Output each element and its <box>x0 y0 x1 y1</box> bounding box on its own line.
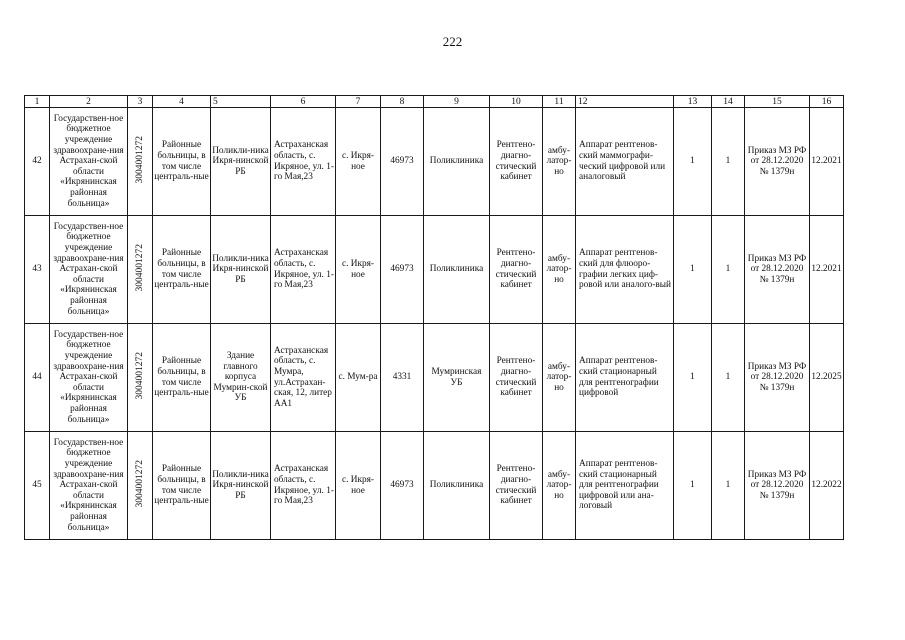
room-cell: Рентгено-диагно-стический кабинет <box>490 324 543 432</box>
column-header: 11 <box>543 96 576 108</box>
facility-type-cell: Районные больницы, в том числе централь-ные <box>153 432 211 540</box>
date-cell: 12.2021 <box>810 108 844 216</box>
organization-code-cell <box>128 216 153 324</box>
organization-cell: Государствен-ное бюджетное учреждение здравоохране-ния Астрахан-ской области «Икрянинская районная больница» <box>50 108 128 216</box>
column-header: 8 <box>381 96 424 108</box>
date-cell: 12.2022 <box>810 432 844 540</box>
row-number-cell: 45 <box>25 432 50 540</box>
address-cell: Астраханская область, с. Мумра, ул.Астрахан-ская, 12, литер АА1 <box>271 324 336 432</box>
table-row <box>25 324 844 432</box>
column-header: 4 <box>153 96 211 108</box>
organization-code-cell <box>128 324 153 432</box>
column-header: 15 <box>745 96 810 108</box>
column-header: 5 <box>211 96 271 108</box>
column-number-header-row <box>25 96 844 108</box>
facility-cell: Мумринская УБ <box>424 324 490 432</box>
equipment-cell: Аппарат рентгенов-ский для флюоро-графии легких циф-ровой или аналого-вый <box>576 216 674 324</box>
care-mode-cell: амбу-латор-но <box>543 108 576 216</box>
order-cell: Приказ МЗ РФ от 28.12.2020 № 1379н <box>745 324 810 432</box>
organization-code-text: 3004001272 <box>135 135 145 184</box>
column-header: 1 <box>25 96 50 108</box>
column-header: 13 <box>674 96 712 108</box>
room-cell: Рентгено-диагно-стический кабинет <box>490 108 543 216</box>
organization-code-cell <box>128 432 153 540</box>
order-cell: Приказ МЗ РФ от 28.12.2020 № 1379н <box>745 432 810 540</box>
care-mode-cell: амбу-латор-но <box>543 216 576 324</box>
column-header: 7 <box>336 96 381 108</box>
facility-cell: Поликлиника <box>424 216 490 324</box>
equipment-cell: Аппарат рентгенов-ский стационарный для рентгенографии цифровой или ана-логовый <box>576 432 674 540</box>
address-cell: Астраханская область, с. Икряное, ул. 1-го Мая,23 <box>271 432 336 540</box>
organization-code-text: 3004001272 <box>135 351 145 400</box>
locality-cell: с. Икря-ное <box>336 216 381 324</box>
index-cell: 46973 <box>381 108 424 216</box>
date-cell: 12.2021 <box>810 216 844 324</box>
care-mode-cell: амбу-латор-но <box>543 324 576 432</box>
column-header: 14 <box>712 96 745 108</box>
index-cell: 46973 <box>381 216 424 324</box>
equipment-cell: Аппарат рентгенов-ский стационарный для рентгенографии цифровой <box>576 324 674 432</box>
table-row <box>25 216 844 324</box>
row-number-cell: 42 <box>25 108 50 216</box>
quantity-cell: 1 <box>674 324 712 432</box>
row-number-cell: 44 <box>25 324 50 432</box>
unit-cell: Поликли-ника Икря-нинской РБ <box>211 108 271 216</box>
column-header: 9 <box>424 96 490 108</box>
column-header: 3 <box>128 96 153 108</box>
index-cell: 4331 <box>381 324 424 432</box>
locality-cell: с. Икря-ное <box>336 432 381 540</box>
organization-cell: Государствен-ное бюджетное учреждение здравоохране-ния Астрахан-ской области «Икрянинская районная больница» <box>50 432 128 540</box>
date-cell: 12.2025 <box>810 324 844 432</box>
order-cell: Приказ МЗ РФ от 28.12.2020 № 1379н <box>745 216 810 324</box>
page-number: 222 <box>442 34 463 49</box>
facility-cell: Поликлиника <box>424 432 490 540</box>
quantity-cell: 1 <box>674 216 712 324</box>
table-row <box>25 432 844 540</box>
quantity-cell: 1 <box>674 432 712 540</box>
quantity-cell: 1 <box>674 108 712 216</box>
locality-cell: с. Икря-ное <box>336 108 381 216</box>
equipment-cell: Аппарат рентгенов-ский маммографи-ческий цифровой или аналоговый <box>576 108 674 216</box>
facility-type-cell: Районные больницы, в том числе централь-ные <box>153 324 211 432</box>
locality-cell: с. Мум-ра <box>336 324 381 432</box>
equipment-registry-table <box>24 95 844 540</box>
index-cell: 46973 <box>381 432 424 540</box>
facility-type-cell: Районные больницы, в том числе централь-ные <box>153 216 211 324</box>
organization-code-text: 3004001272 <box>135 243 145 292</box>
facility-cell: Поликлиника <box>424 108 490 216</box>
organization-cell: Государствен-ное бюджетное учреждение здравоохране-ния Астрахан-ской области «Икрянинская районная больница» <box>50 216 128 324</box>
room-cell: Рентгено-диагно-стический кабинет <box>490 432 543 540</box>
table-row <box>25 108 844 216</box>
unit-cell: Поликли-ника Икря-нинской РБ <box>211 216 271 324</box>
quantity-cell: 1 <box>712 432 745 540</box>
quantity-cell: 1 <box>712 108 745 216</box>
row-number-cell: 43 <box>25 216 50 324</box>
organization-code-cell <box>128 108 153 216</box>
organization-code-text: 3004001272 <box>135 459 145 508</box>
quantity-cell: 1 <box>712 216 745 324</box>
column-header: 10 <box>490 96 543 108</box>
column-header: 2 <box>50 96 128 108</box>
column-header: 16 <box>810 96 844 108</box>
care-mode-cell: амбу-латор-но <box>543 432 576 540</box>
quantity-cell: 1 <box>712 324 745 432</box>
organization-cell: Государствен-ное бюджетное учреждение здравоохране-ния Астрахан-ской области «Икрянинская районная больница» <box>50 324 128 432</box>
address-cell: Астраханская область, с. Икряное, ул. 1-го Мая,23 <box>271 108 336 216</box>
unit-cell: Поликли-ника Икря-нинской РБ <box>211 432 271 540</box>
order-cell: Приказ МЗ РФ от 28.12.2020 № 1379н <box>745 108 810 216</box>
facility-type-cell: Районные больницы, в том числе централь-ные <box>153 108 211 216</box>
column-header: 12 <box>576 96 674 108</box>
unit-cell: Здание главного корпуса Мумрин-ской УБ <box>211 324 271 432</box>
room-cell: Рентгено-диагно-стический кабинет <box>490 216 543 324</box>
address-cell: Астраханская область, с. Икряное, ул. 1-го Мая,23 <box>271 216 336 324</box>
column-header: 6 <box>271 96 336 108</box>
